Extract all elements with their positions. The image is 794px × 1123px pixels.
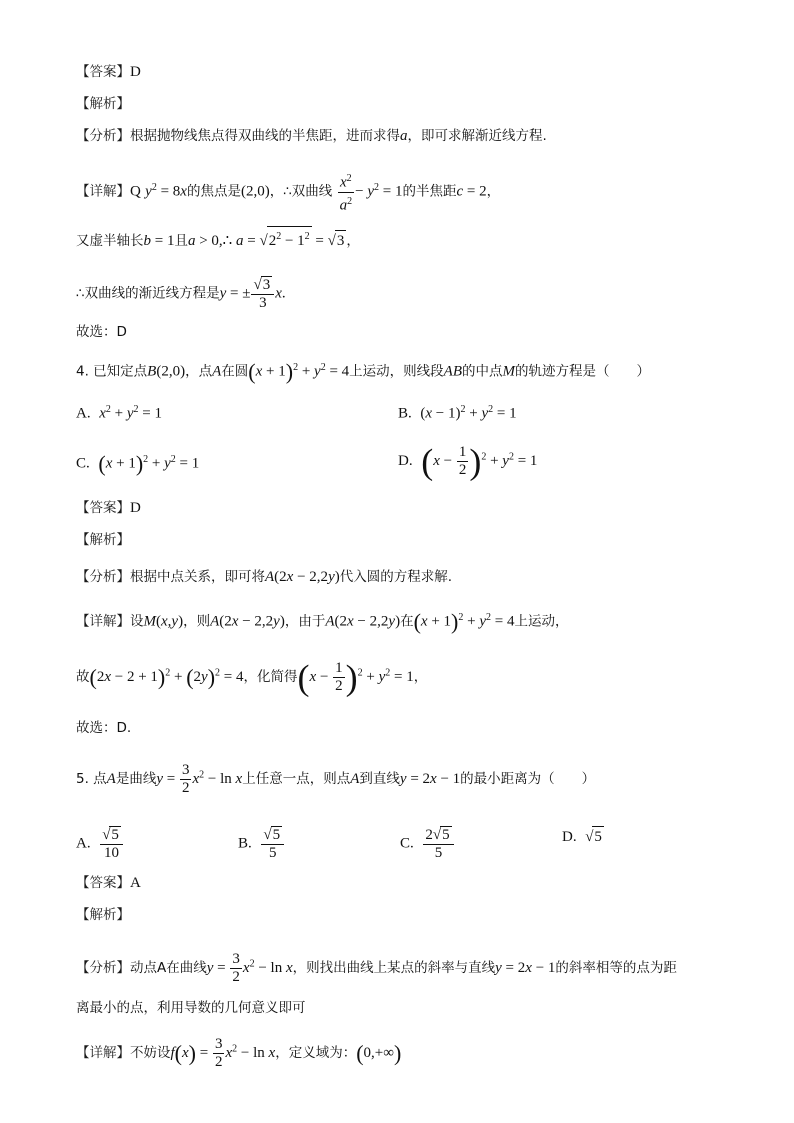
q5-option-b[interactable]: B. $\frac{√5}{5}$ — [238, 826, 285, 862]
q3-answer: D — [130, 64, 141, 80]
q4-detail-line1: 【详解】设M(x,y)，则A(2x − 2,2y)，由于A(2x − 2,2y)在$(x + 1)^2 + y^2 = 4$上运动， — [76, 609, 569, 634]
q3-detail-line2: 又虚半轴长b = 1且a > 0,∴ $a = √2^2 - 1^2 = √3$ ， — [76, 226, 360, 251]
q3-answer-line — [76, 62, 141, 82]
q4-answer-line: 【答案】D — [76, 500, 141, 516]
q4-detail-line2: 故$(2x - 2 + 1)^2 + (2y)^2 = 4$，化简得(x − $\frac{1}{2}$ )$^2 + y^2 = 1$， — [76, 657, 428, 698]
q3-fenxi-line: 【分析】根据抛物线焦点得双曲线的半焦距，进而求得a，即可求解渐近线方程. — [76, 128, 547, 144]
q4-guxuan: 故选：D. — [76, 720, 132, 736]
q5-option-a[interactable]: A. $\frac{√5}{10}$ — [76, 826, 124, 862]
answer-label: 【答案】 — [76, 64, 130, 80]
q4-option-b[interactable]: B. $(x - 1)^2 + y^2 = 1$ — [398, 404, 517, 422]
q3-detail-line3: ∴双曲线的渐近线方程是y = ± $\frac{√3}{3}$ x. — [76, 277, 286, 311]
q4-option-a[interactable]: A. $x^2 + y^2 = 1$ — [76, 404, 162, 422]
q5-option-c[interactable]: C. $\frac{2√5}{5}$ — [400, 826, 455, 862]
q5-answer-line: 【答案】A — [76, 875, 141, 891]
q5-answer: A — [130, 875, 141, 891]
q4-option-d[interactable]: D. (x − $\frac{1}{2}$ )$^2 + y^2 = 1$ — [398, 441, 538, 482]
q5-fenxi-line2: 离最小的点，利用导数的几何意义即可 — [76, 1000, 306, 1016]
q5-option-d[interactable]: D. √5 — [562, 826, 604, 847]
q5-fenxi-line: 【分析】动点A在曲线y = $\frac{3}{2}$ $x^2 - \ln x$，则找出曲线上某点的斜率与直线y = 2x − 1的斜率相等的点为距 — [76, 951, 677, 985]
fenxi-label: 【分析】 — [76, 128, 130, 144]
q5-analysis-line: 【解析】 — [76, 907, 130, 923]
q3-analysis-line — [76, 94, 130, 114]
analysis-label: 【解析】 — [76, 96, 130, 112]
q4-fenxi-line: 【分析】根据中点关系，即可将A(2x − 2,2y)代入圆的方程求解. — [76, 569, 453, 585]
q3-guxuan: 故选：D — [76, 324, 127, 340]
xiangjie-label: 【详解】 — [76, 183, 130, 200]
q4-answer: D — [130, 500, 141, 516]
q5-stem: 5. 点A是曲线y = $\frac{3}{2}$ $x^2 - \ln x$上任意一点，则点A到直线y = 2x − 1的最小距离为（ ） — [76, 762, 596, 796]
q4-option-c[interactable]: C. $(x + 1)^2 + y^2 = 1$ — [76, 451, 200, 476]
q5-detail-line: 【详解】不妨设f(x) = $\frac{3}{2}$ $x^2 - \ln x$，定义域为：(0,+∞) — [76, 1036, 402, 1070]
q3-detail-line1: 【详解】Q $y^2 = 8x$的焦点是(2,0)，∴双曲线 $\frac{x^2}{a^2}$ − $y^2 = 1$的半焦距c = 2， — [76, 170, 500, 214]
q4-stem: 4. 已知定点B(2,0)，点A在圆$(x + 1)^2 + y^2 = 4$上运动，则线段AB的中点M的轨迹方程是（ ） — [76, 359, 650, 384]
q4-analysis-line: 【解析】 — [76, 532, 130, 548]
